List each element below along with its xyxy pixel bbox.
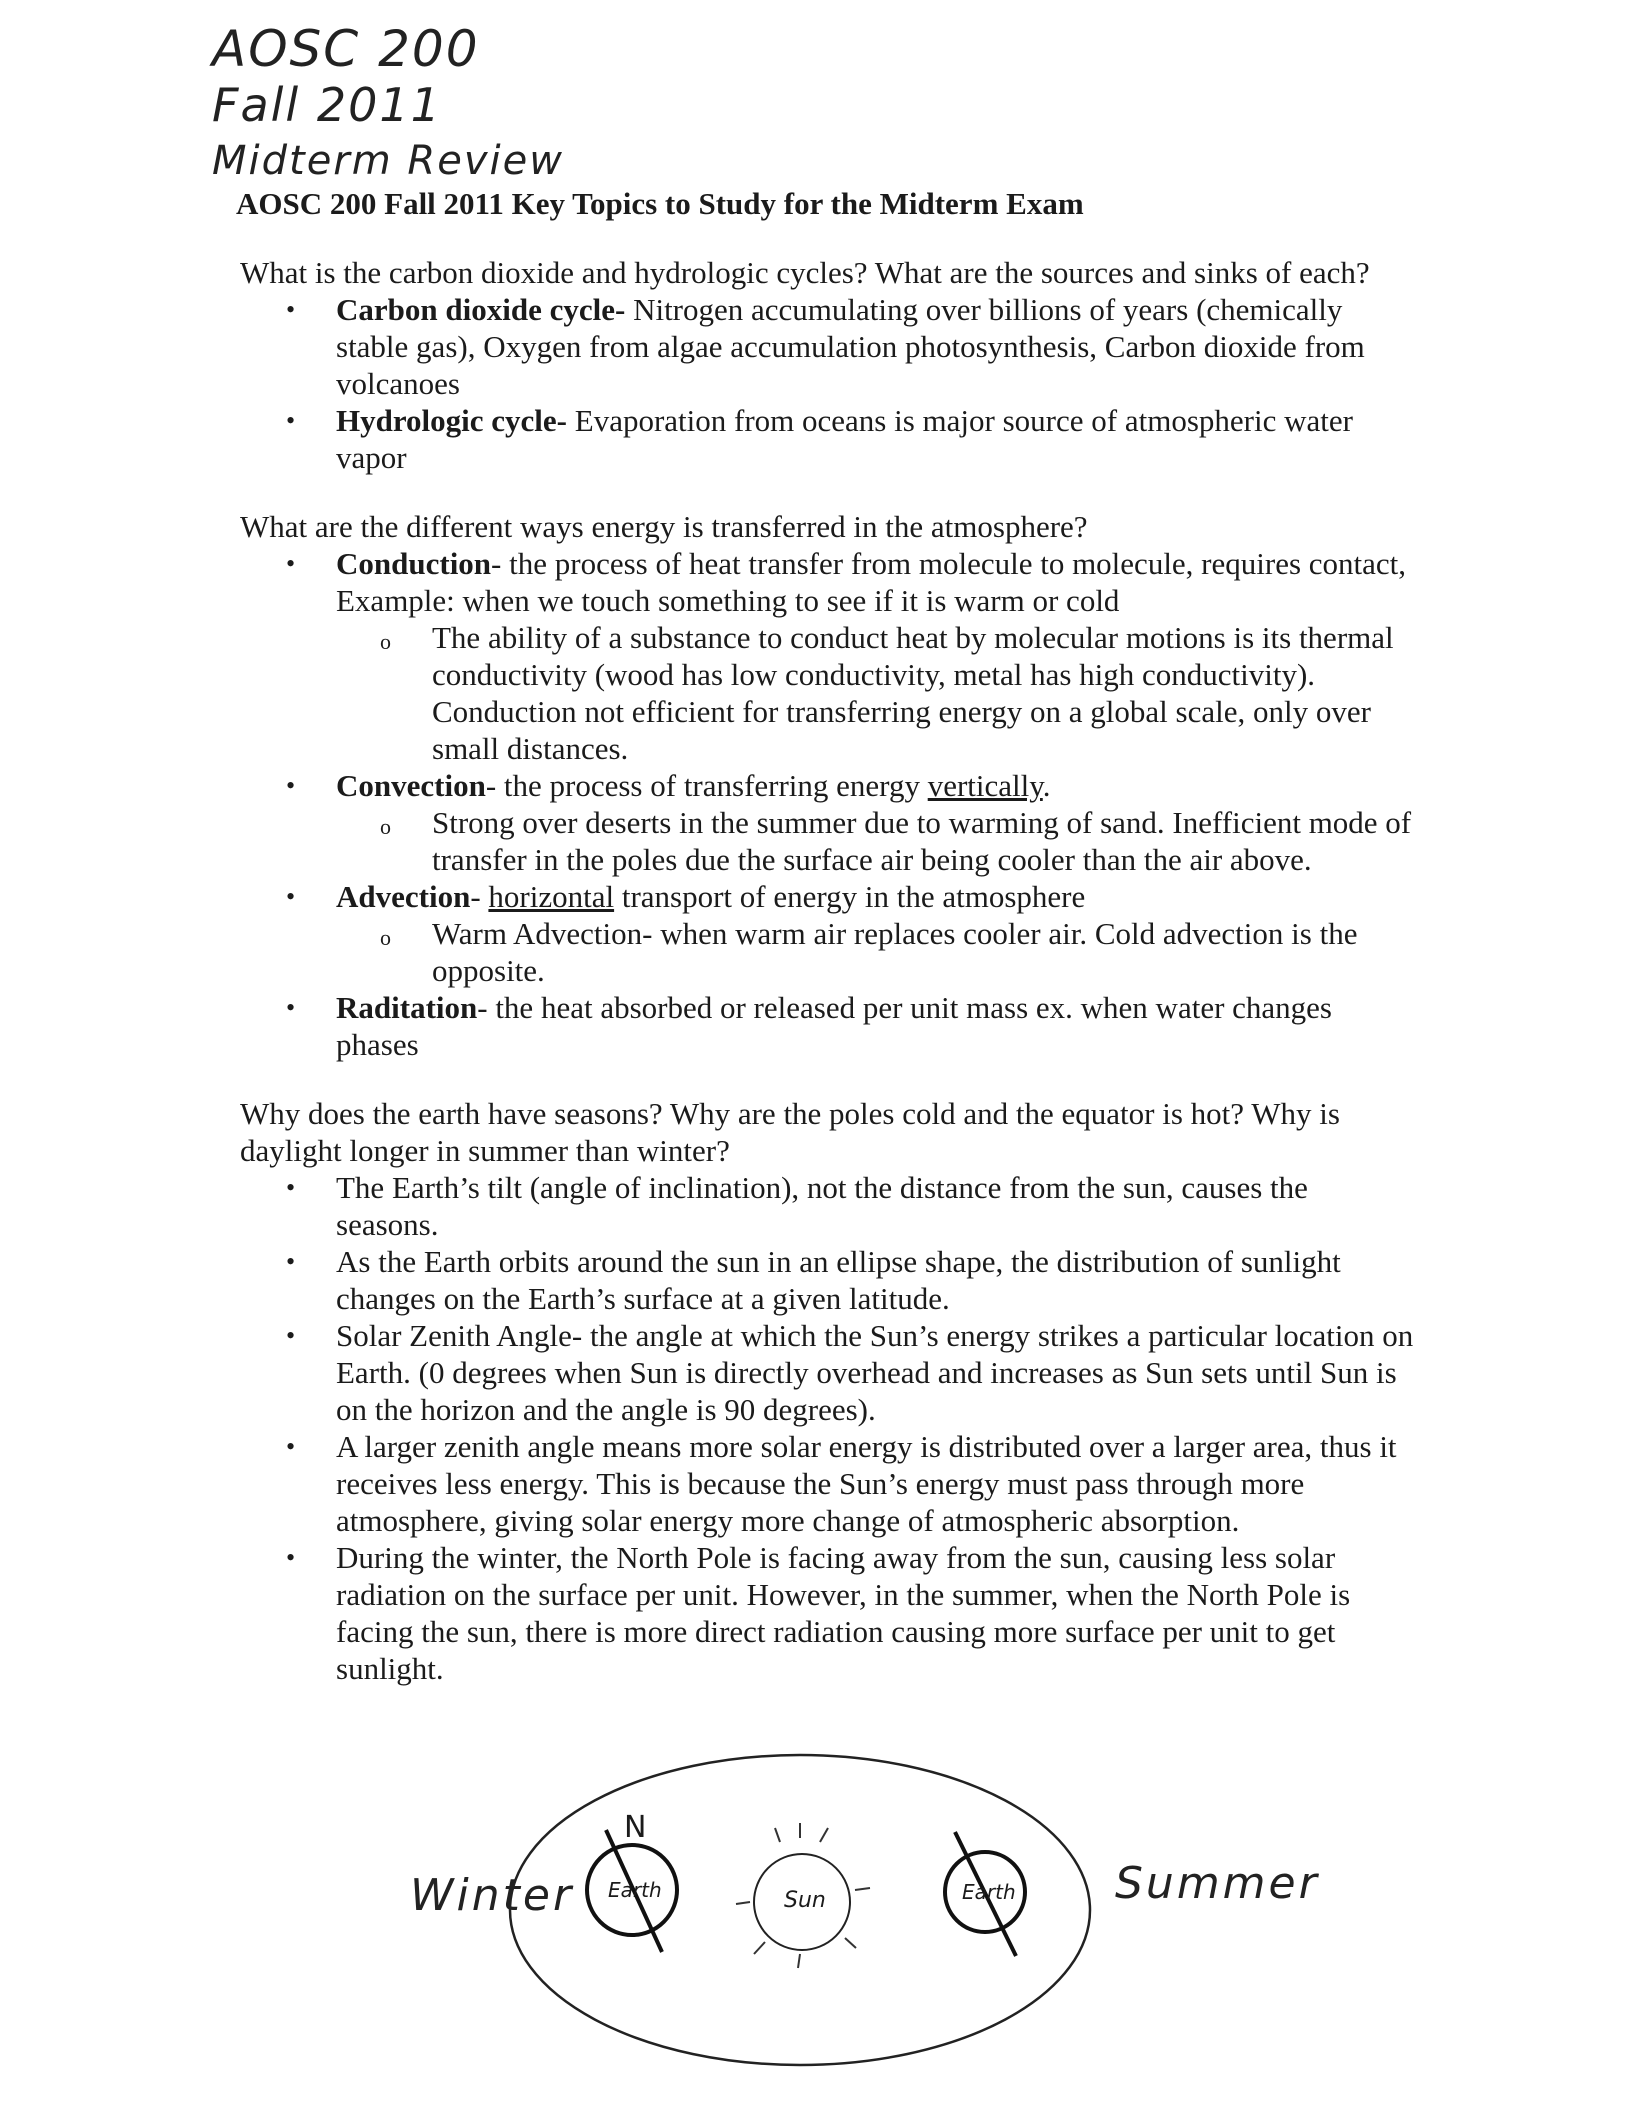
item-text: - the heat absorbed or released per unit mass ex. when water changes phases bbox=[336, 990, 1332, 1062]
list-item bbox=[336, 291, 1415, 402]
list-item: • A larger zenith angle means more solar energy is distributed over a larger area, thus it receives less energy. This is because the Sun’s energy must pass through more atmosphere, giving solar energy more change of atmospheric absorption. bbox=[336, 1428, 1415, 1539]
term-carbon-cycle: Carbon dioxide cycle- bbox=[336, 292, 626, 327]
item-text: - bbox=[470, 879, 489, 914]
item-text-end: . bbox=[1042, 768, 1051, 803]
question-seasons: Why does the earth have seasons? Why are the poles cold and the equator is hot? Why is daylight longer in summer than winter? bbox=[240, 1096, 1340, 1168]
item-text: - the process of transferring energy bbox=[485, 768, 928, 803]
list-item bbox=[336, 878, 1415, 989]
handwritten-course: AOSC 200 bbox=[212, 20, 480, 78]
document-title: AOSC 200 Fall 2011 Key Topics to Study for the Midterm Exam bbox=[236, 186, 1084, 221]
energy-transfer-list bbox=[240, 545, 1415, 1063]
earth-label-left: Earth bbox=[608, 1878, 662, 1902]
question-cycles: What is the carbon dioxide and hydrologic cycles? What are the sources and sinks of each? bbox=[240, 255, 1370, 290]
list-item bbox=[336, 402, 1415, 476]
document-body bbox=[240, 254, 1415, 1687]
item-text: - the process of heat transfer from molecule to molecule, requires contact, Example: when we touch something to see if it is warm or cold bbox=[336, 546, 1407, 618]
conduction-sublist bbox=[336, 619, 1415, 767]
term-conduction: Conduction bbox=[336, 546, 492, 581]
underlined-word: vertically bbox=[927, 768, 1043, 803]
list-item bbox=[336, 989, 1415, 1063]
sub-item: o Warm Advection- when warm air replaces cooler air. Cold advection is the opposite. bbox=[432, 915, 1415, 989]
cycles-list bbox=[240, 291, 1415, 476]
handwritten-term: Fall 2011 bbox=[212, 78, 442, 132]
item-text: Nitrogen accumulating over billions of years (chemically stable gas), Oxygen from algae accumulation photosynthesis, Carbon dioxide from volcanoes bbox=[336, 292, 1365, 401]
term-advection: Advection bbox=[336, 879, 471, 914]
convection-sublist bbox=[336, 804, 1415, 878]
earth-label-right: Earth bbox=[962, 1880, 1016, 1904]
seasons-list bbox=[240, 1169, 1415, 1687]
question-energy-transfer: What are the different ways energy is transferred in the atmosphere? bbox=[240, 509, 1088, 544]
underlined-word: horizontal bbox=[488, 879, 615, 914]
list-item: • Solar Zenith Angle- the angle at which the Sun’s energy strikes a particular location on Earth. (0 degrees when Sun is directly overhead and increases as Sun sets until Sun is on the horizon and the angle is 90 degrees). bbox=[336, 1317, 1415, 1428]
orbit-diagram bbox=[380, 1720, 1340, 2080]
sun-label: Sun bbox=[784, 1888, 826, 1913]
list-item: • As the Earth orbits around the sun in an ellipse shape, the distribution of sunlight changes on the Earth’s surface at a given latitude. bbox=[336, 1243, 1415, 1317]
term-radiation: Raditation bbox=[336, 990, 478, 1025]
advection-sublist bbox=[336, 915, 1415, 989]
sub-item: o The ability of a substance to conduct heat by molecular motions is its thermal conductivity (wood has low conductivity, metal has high conductivity). Conduction not efficient for transferring energy on a global scale, only over small distances. bbox=[432, 619, 1415, 767]
handwritten-review: Midterm Review bbox=[212, 138, 564, 184]
north-label: N bbox=[624, 1810, 647, 1845]
item-text: transport of energy in the atmosphere bbox=[614, 879, 1086, 914]
item-text: Evaporation from oceans is major source of atmospheric water vapor bbox=[336, 403, 1353, 475]
list-item bbox=[336, 767, 1415, 878]
winter-label: Winter bbox=[410, 1870, 575, 1921]
summer-label: Summer bbox=[1115, 1858, 1320, 1909]
list-item: • During the winter, the North Pole is facing away from the sun, causing less solar radiation on the surface per unit. However, in the summer, when the North Pole is facing the sun, there is more direct radiation causing more surface per unit to get sunlight. bbox=[336, 1539, 1415, 1687]
sub-item: o Strong over deserts in the summer due to warming of sand. Inefficient mode of transfer in the poles due the surface air being cooler than the air above. bbox=[432, 804, 1415, 878]
list-item bbox=[336, 545, 1415, 767]
list-item: • The Earth’s tilt (angle of inclination), not the distance from the sun, causes the seasons. bbox=[336, 1169, 1415, 1243]
term-hydrologic-cycle: Hydrologic cycle- bbox=[336, 403, 568, 438]
term-convection: Convection bbox=[336, 768, 486, 803]
